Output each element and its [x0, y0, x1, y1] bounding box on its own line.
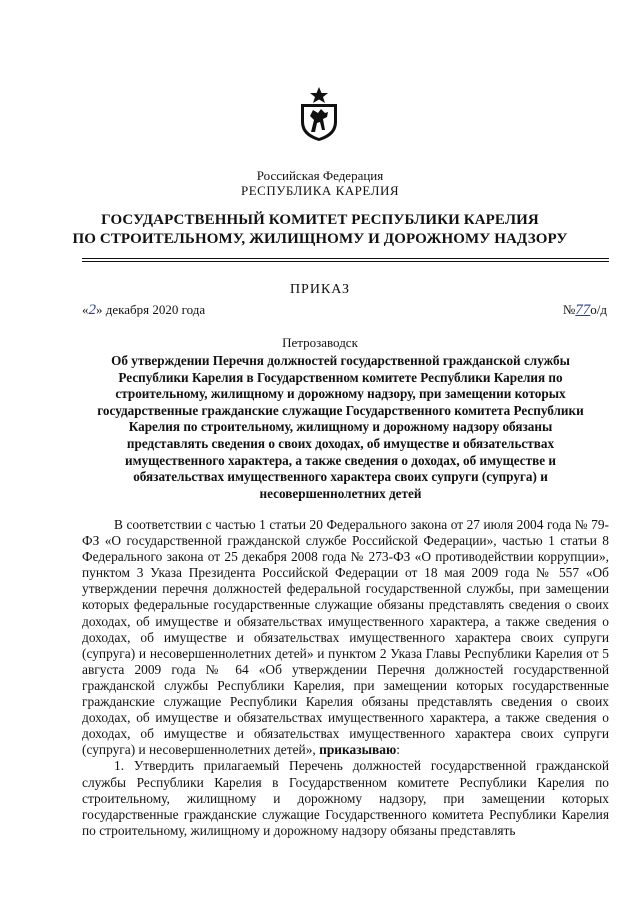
body-paragraph-2: 1. Утвердить прилагаемый Перечень должностей государственной гражданской службы Республики Карелия в Государственном комитете Республики Карелия по строительному, жилищному и дорожному надзору, при замещении которых государственные гражданские служащие Государственного комитета Республики Карелия по строительному, жилищному и дорожному надзору обязаны представлять	[82, 758, 609, 838]
header-divider-thin	[82, 261, 609, 262]
republic-name: РЕСПУБЛИКА КАРЕЛИЯ	[240, 183, 400, 198]
city: Петрозаводск	[282, 335, 358, 350]
date-rest: » декабря 2020 года	[96, 302, 206, 317]
order-title: Об утверждении Перечня должностей государственной гражданской службы Республики Карелия в Государственном комитете Республики Карелия по строительному, жилищному и дорожному надзору, при замещении которых государственные гражданские служащие Государственного комитета Республики Карелия по строительному, жилищному и дорожному надзору обязаны представлять сведения о своих доходах, об имуществе и обязательствах имущественного характера, а также сведения о доходах, об имуществе и обязательствах имущественного характера своих супруги (супруга) и несовершеннолетних детей	[97, 353, 584, 501]
order-body	[82, 517, 609, 839]
organization-name	[0, 211, 640, 249]
body-paragraph-1	[82, 517, 609, 758]
country-name: Российская Федерация	[256, 168, 384, 183]
organization-name-line1: ГОСУДАРСТВЕННЫЙ КОМИТЕТ РЕСПУБЛИКИ КАРЕЛИЯ	[101, 212, 539, 228]
karelia-coat-of-arms-icon	[298, 86, 340, 142]
date-open-quote: «	[82, 302, 89, 317]
order-keyword-colon: :	[396, 742, 400, 758]
number-handwritten: 77	[575, 302, 591, 318]
date-day-handwritten: 2	[88, 302, 96, 318]
preamble-text: В соответствии с частью 1 статьи 20 Федерального закона от 27 июля 2004 года № 79-ФЗ «О государственной гражданской службе Российской Федерации», частью 1 статьи 8 Федерального закона от 25 декабря 2008 года № 273-ФЗ «О противодействии коррупции», пунктом 3 Указа Президента Российской Федерации от 18 мая 2009 года № 557 «Об утверждении перечня должностей федеральной государственной службы, при замещении которых федеральные государственные служащие обязаны представлять сведения о своих доходах, об имуществе и обязательствах имущественного характера, а также сведения о доходах, об имуществе и обязательствах имущественного характера своих супруги (супруга) и несовершеннолетних детей» и пунктом 2 Указа Главы Республики Карелия от 5 августа 2009 года № 64 «Об утверждении Перечня должностей государственной гражданской службы Республики Карелия, при замещении которых государственные гражданские служащие Республики Карелия обязаны представлять сведения о своих доходах, об имуществе и обязательствах имущественного характера, а также сведения о доходах, об имуществе и обязательствах имущественного характера своих супруги (супруга) и несовершеннолетних детей»,	[82, 517, 609, 758]
number-prefix: №	[562, 302, 576, 317]
document-type: ПРИКАЗ	[289, 282, 351, 297]
order-date	[82, 302, 205, 319]
header-divider	[82, 258, 609, 259]
organization-name-line2: ПО СТРОИТЕЛЬНОМУ, ЖИЛИЩНОМУ И ДОРОЖНОМУ НАДЗОРУ	[72, 231, 568, 247]
number-suffix: о/д	[590, 302, 607, 317]
order-keyword: приказываю	[319, 742, 397, 758]
order-number	[563, 302, 607, 319]
